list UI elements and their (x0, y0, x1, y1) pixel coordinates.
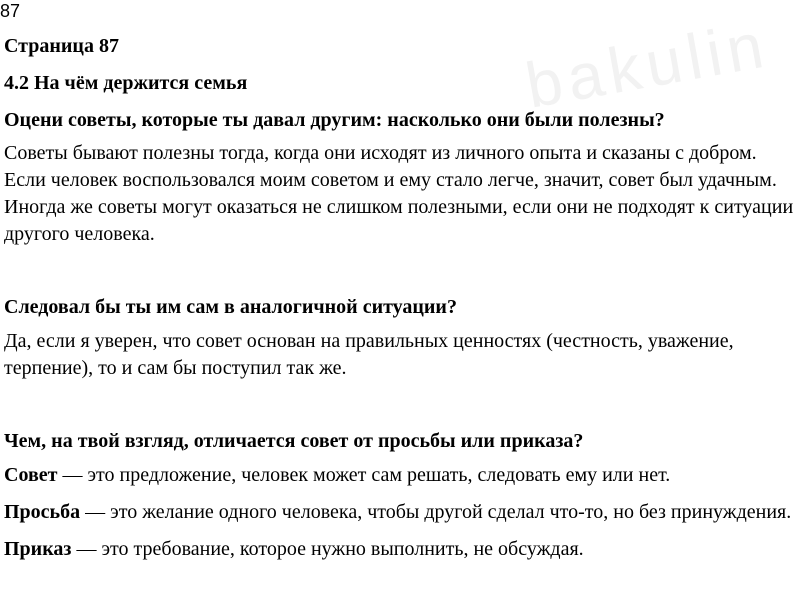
question-1: Оцени советы, которые ты давал другим: насколько они были полезны? (4, 109, 665, 131)
page-heading: Страница 87 (4, 35, 119, 57)
watermark: bakulin (520, 8, 775, 122)
definition-request-text: — это желание одного человека, чтобы другой сделал что-то, но без принуждения. (80, 501, 792, 523)
question-2: Следовал бы ты им сам в аналогичной ситуации? (4, 296, 457, 318)
section-heading: 4.2 На чём держится семья (4, 72, 248, 94)
answer-2: Да, если я уверен, что совет основан на правильных ценностях (честность, уважение, терпение), то и сам бы поступил так же. (4, 330, 734, 379)
definition-request (4, 499, 796, 526)
definition-order-text: — это требование, которое нужно выполнить, не обсуждая. (71, 538, 584, 560)
answer-1: Советы бывают полезны тогда, когда они исходят из личного опыта и сказаны с добром. Если человек воспользовался моим советом и ему стало легче, значит, совет был удачным. Иногда же советы могут оказаться не слишком полезными, если они не подходят к ситуации другого человека. (4, 142, 794, 245)
document-body (4, 33, 796, 563)
question-3: Чем, на твой взгляд, отличается совет от просьбы или приказа? (4, 430, 584, 452)
page-number: 87 (0, 1, 21, 21)
definition-order (4, 536, 796, 563)
term-advice: Совет (4, 464, 58, 486)
term-request: Просьба (4, 501, 81, 523)
definition-advice (4, 462, 796, 489)
term-order: Приказ (4, 538, 72, 560)
definition-advice-text: — это предложение, человек может сам решать, следовать ему или нет. (57, 464, 671, 486)
